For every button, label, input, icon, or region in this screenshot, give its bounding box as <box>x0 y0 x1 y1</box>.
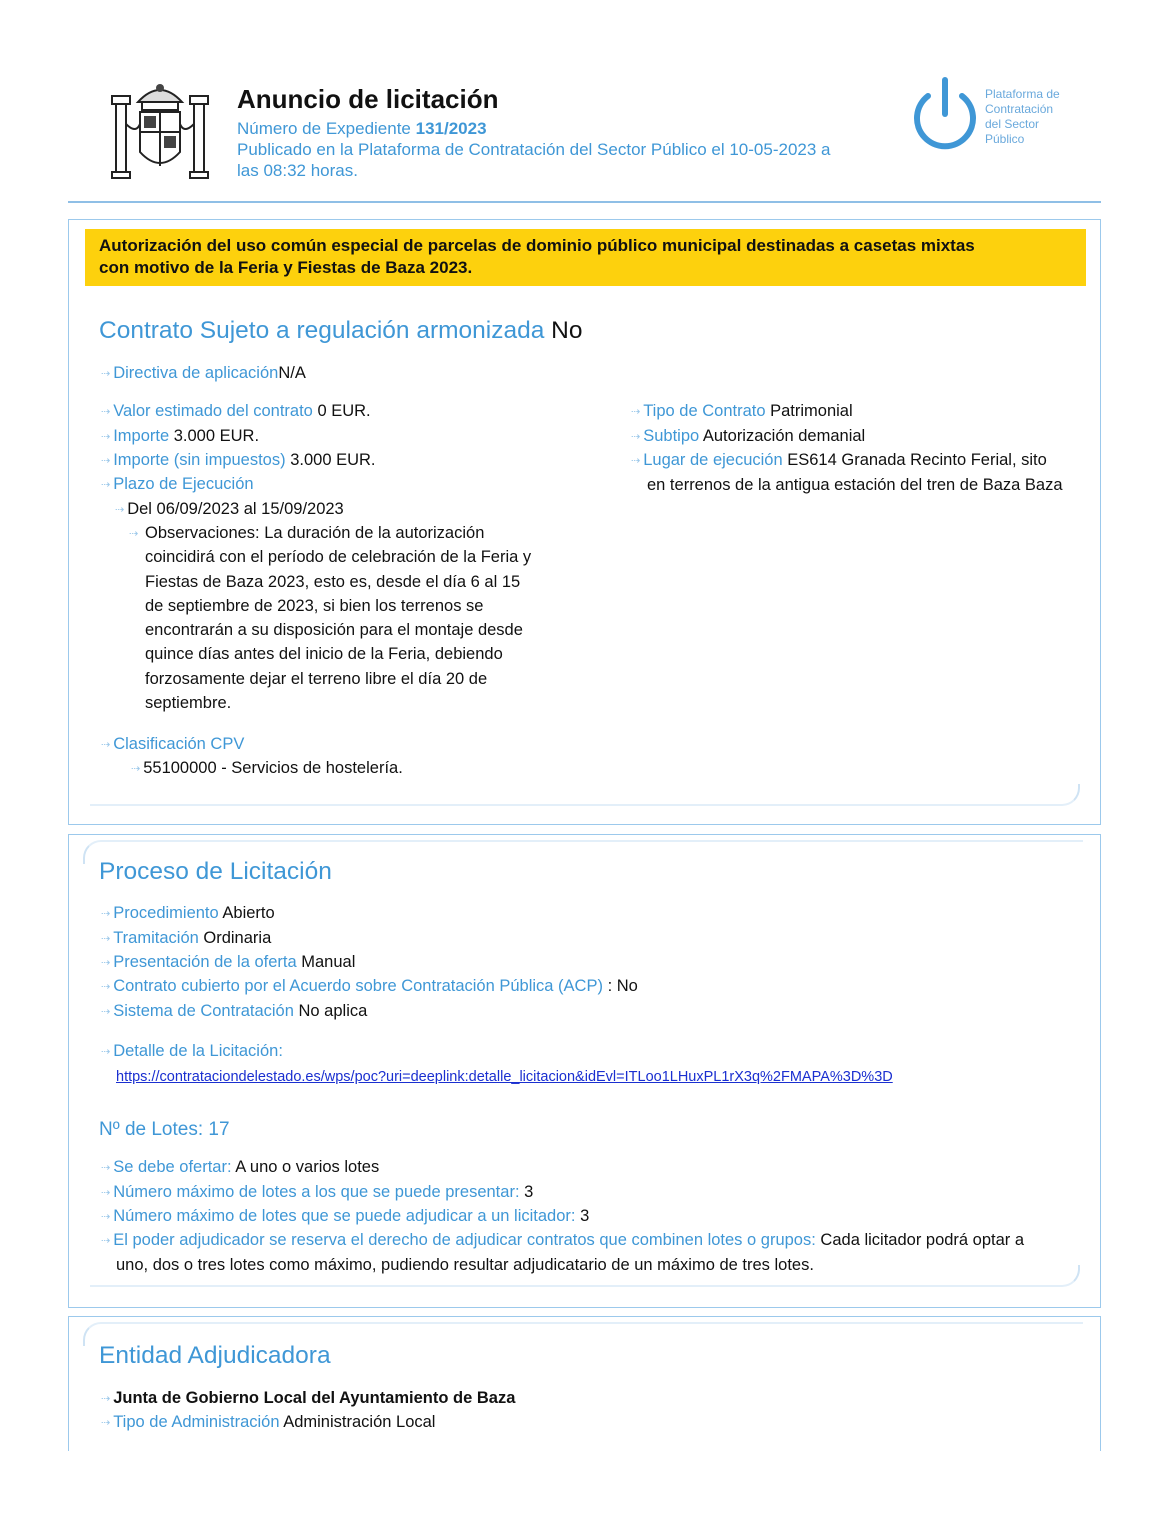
max-presentar-row: ⇢ Número máximo de lotes a los que se puede presentar: 3 <box>101 1183 534 1201</box>
arrow-icon: ⇢ <box>131 763 141 775</box>
lotes-title: Nº de Lotes: 17 <box>99 1119 230 1140</box>
contract-title-banner: Autorización del uso común especial de parcelas de dominio público municipal destinadas a casetas mixtas con motivo de la Feria y Fiestas de Baza 2023. <box>85 229 1086 286</box>
detalle-licitacion-link[interactable]: https://contrataciondelestado.es/wps/poc?uri=deeplink:detalle_licitacion&idEvl=ITLoo1LHuxPL1rX3q%2FMAPA%3D%3D <box>116 1069 893 1085</box>
arrow-icon: ⇢ <box>101 957 111 969</box>
entidad-panel <box>68 1316 1101 1451</box>
lugar-row-2: en terrenos de la antigua estación del tren de Baza Baza <box>647 476 1063 494</box>
arrow-icon: ⇢ <box>101 1235 111 1247</box>
valor-row: ⇢ Valor estimado del contrato 0 EUR. <box>101 402 371 420</box>
arrow-icon: ⇢ <box>101 431 111 443</box>
arrow-icon: ⇢ <box>101 1211 111 1223</box>
cpv-value-row: ⇢ 55100000 - Servicios de hostelería. <box>131 759 403 777</box>
tipo-administracion-row: ⇢ Tipo de Administración Administración Local <box>101 1413 436 1431</box>
arrow-icon: ⇢ <box>101 933 111 945</box>
directiva-row: ⇢ Directiva de aplicaciónN/A <box>101 364 306 382</box>
arrow-icon: ⇢ <box>101 1162 111 1174</box>
header-divider <box>68 201 1101 203</box>
expediente-number: 131/2023 <box>415 119 487 138</box>
section-title-proceso: Proceso de Licitación <box>99 858 332 885</box>
arrow-icon: ⇢ <box>101 1417 111 1429</box>
subtipo-row: ⇢ Subtipo Autorización demanial <box>631 427 866 445</box>
arrow-icon: ⇢ <box>101 1046 111 1058</box>
published-line: Publicado en la Plataforma de Contratación del Sector Público el 10-05-2023 a <box>237 140 831 159</box>
arrow-icon: ⇢ <box>101 739 111 751</box>
cpv-row: ⇢ Clasificación CPV <box>101 735 245 753</box>
arrow-icon: ⇢ <box>631 455 641 467</box>
platform-logo-text: Plataforma de Contratación del Sector Público <box>985 87 1060 146</box>
coat-of-arms-icon <box>108 74 212 182</box>
plazo-row: ⇢ Plazo de Ejecución <box>101 475 254 493</box>
arrow-icon: ⇢ <box>101 1187 111 1199</box>
section-title-entidad: Entidad Adjudicadora <box>99 1342 331 1369</box>
presentacion-row: ⇢ Presentación de la oferta Manual <box>101 953 356 971</box>
detalle-row: ⇢ Detalle de la Licitación: <box>101 1042 283 1060</box>
expediente-line <box>237 118 487 139</box>
arrow-icon: ⇢ <box>631 406 641 418</box>
arrow-icon: ⇢ <box>101 908 111 920</box>
arrow-icon: ⇢ <box>115 504 125 516</box>
sistema-row: ⇢ Sistema de Contratación No aplica <box>101 1002 368 1020</box>
published-line-2: las 08:32 horas. <box>237 161 358 180</box>
page-header <box>0 0 1170 205</box>
max-adjudicar-row: ⇢ Número máximo de lotes que se puede adjudicar a un licitador: 3 <box>101 1207 590 1225</box>
expediente-label: Número de Expediente <box>237 119 411 138</box>
page-title: Anuncio de licitación <box>237 84 499 114</box>
reserva-row-2: uno, dos o tres lotes como máximo, pudiendo resultar adjudicatario de un máximo de tres lotes. <box>116 1256 814 1274</box>
arrow-icon: ⇢ <box>101 455 111 467</box>
arrow-icon: ⇢ <box>101 406 111 418</box>
entidad-name-row: ⇢ Junta de Gobierno Local del Ayuntamiento de Baza <box>101 1389 516 1407</box>
observaciones-text: Observaciones: La duración de la autorización coincidirá con el período de celebración de la Feria y Fiestas de Baza 2023, esto es, desde el día 6 al 15 de septiembre de 2023, si bien los terrenos se encontrarán a su disposición para el montaje desde quince días antes del inicio de la Feria, debiendo forzosamente dejar el terreno libre el día 20 de septiembre. <box>145 524 532 713</box>
arrow-icon: ⇢ <box>101 368 111 380</box>
lugar-row: ⇢ Lugar de ejecución ES614 Granada Recinto Ferial, sito <box>631 451 1047 469</box>
acp-row: ⇢ Contrato cubierto por el Acuerdo sobre Contratación Pública (ACP) : No <box>101 977 638 995</box>
plazo-value-row: ⇢ Del 06/09/2023 al 15/09/2023 <box>115 500 344 518</box>
tramitacion-row: ⇢ Tramitación Ordinaria <box>101 929 272 947</box>
proceso-panel <box>68 834 1101 1308</box>
contract-panel <box>68 219 1101 825</box>
panel-corner-decoration <box>90 1265 1080 1287</box>
arrow-icon: ⇢ <box>631 431 641 443</box>
panel-corner-decoration <box>90 784 1080 806</box>
arrow-icon: ⇢ <box>101 1393 111 1405</box>
arrow-icon: ⇢ <box>129 528 139 540</box>
section-title-contrato: Contrato Sujeto a regulación armonizada No <box>99 317 583 344</box>
detalle-link-row <box>116 1066 893 1087</box>
importe-row: ⇢ Importe 3.000 EUR. <box>101 427 260 445</box>
tipo-contrato-row: ⇢ Tipo de Contrato Patrimonial <box>631 402 853 420</box>
procedimiento-row: ⇢ Procedimiento Abierto <box>101 904 275 922</box>
arrow-icon: ⇢ <box>101 981 111 993</box>
importe-sin-row: ⇢ Importe (sin impuestos) 3.000 EUR. <box>101 451 376 469</box>
arrow-icon: ⇢ <box>101 479 111 491</box>
obs-arrow <box>129 523 141 545</box>
arrow-icon: ⇢ <box>101 1006 111 1018</box>
reserva-row: ⇢ El poder adjudicador se reserva el derecho de adjudicar contratos que combinen lotes o grupos: Cada licitador podrá optar a <box>101 1231 1025 1249</box>
power-icon <box>910 76 980 154</box>
ofertar-row: ⇢ Se debe ofertar: A uno o varios lotes <box>101 1158 380 1176</box>
